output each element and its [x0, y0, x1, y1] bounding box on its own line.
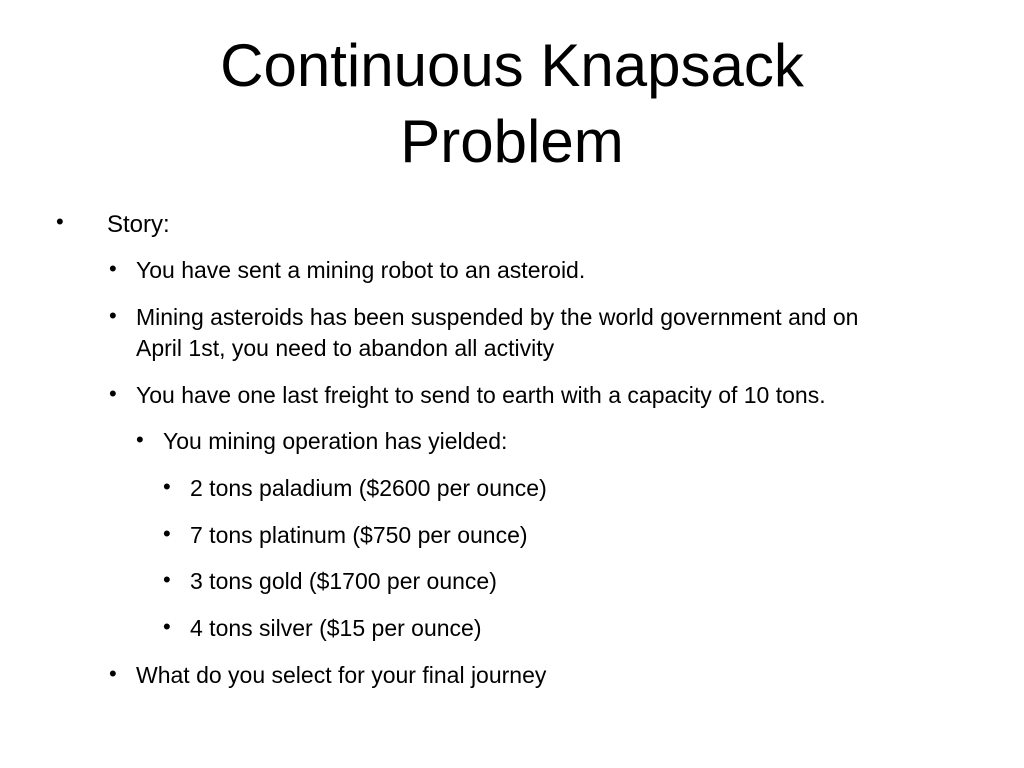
item-text: 2 tons paladium ($2600 per ounce)	[190, 475, 547, 501]
title-line-2: Problem	[400, 108, 624, 175]
bullet-dot: •	[136, 427, 144, 452]
bullet-text: What do you select for your final journey	[136, 662, 547, 688]
bullet-dot: •	[163, 614, 171, 639]
bullet-dot: •	[56, 209, 64, 234]
bullet-dot: •	[163, 474, 171, 499]
item-text: 4 tons silver ($15 per ounce)	[190, 615, 482, 641]
slide-title	[0, 28, 1024, 180]
title-line-1: Continuous Knapsack	[220, 32, 804, 99]
bullet-dot: •	[109, 381, 117, 406]
bullet-text-line-2: April 1st, you need to abandon all activity	[136, 335, 555, 361]
bullet-dot: •	[109, 303, 117, 328]
bullet-text: Story:	[107, 211, 170, 238]
bullet-text: You have one last freight to send to earth with a capacity of 10 tons.	[136, 382, 826, 408]
bullet-text: You mining operation has yielded:	[163, 428, 508, 454]
bullet-dot: •	[163, 567, 171, 592]
bullet-text: You have sent a mining robot to an asteroid.	[136, 257, 586, 283]
bullet-text-line-1: Mining asteroids has been suspended by the world government and on	[136, 304, 859, 330]
item-text: 3 tons gold ($1700 per ounce)	[190, 568, 497, 594]
bullet-dot: •	[109, 661, 117, 686]
item-text: 7 tons platinum ($750 per ounce)	[190, 522, 528, 548]
bullet-dot: •	[163, 521, 171, 546]
bullet-dot: •	[109, 256, 117, 281]
